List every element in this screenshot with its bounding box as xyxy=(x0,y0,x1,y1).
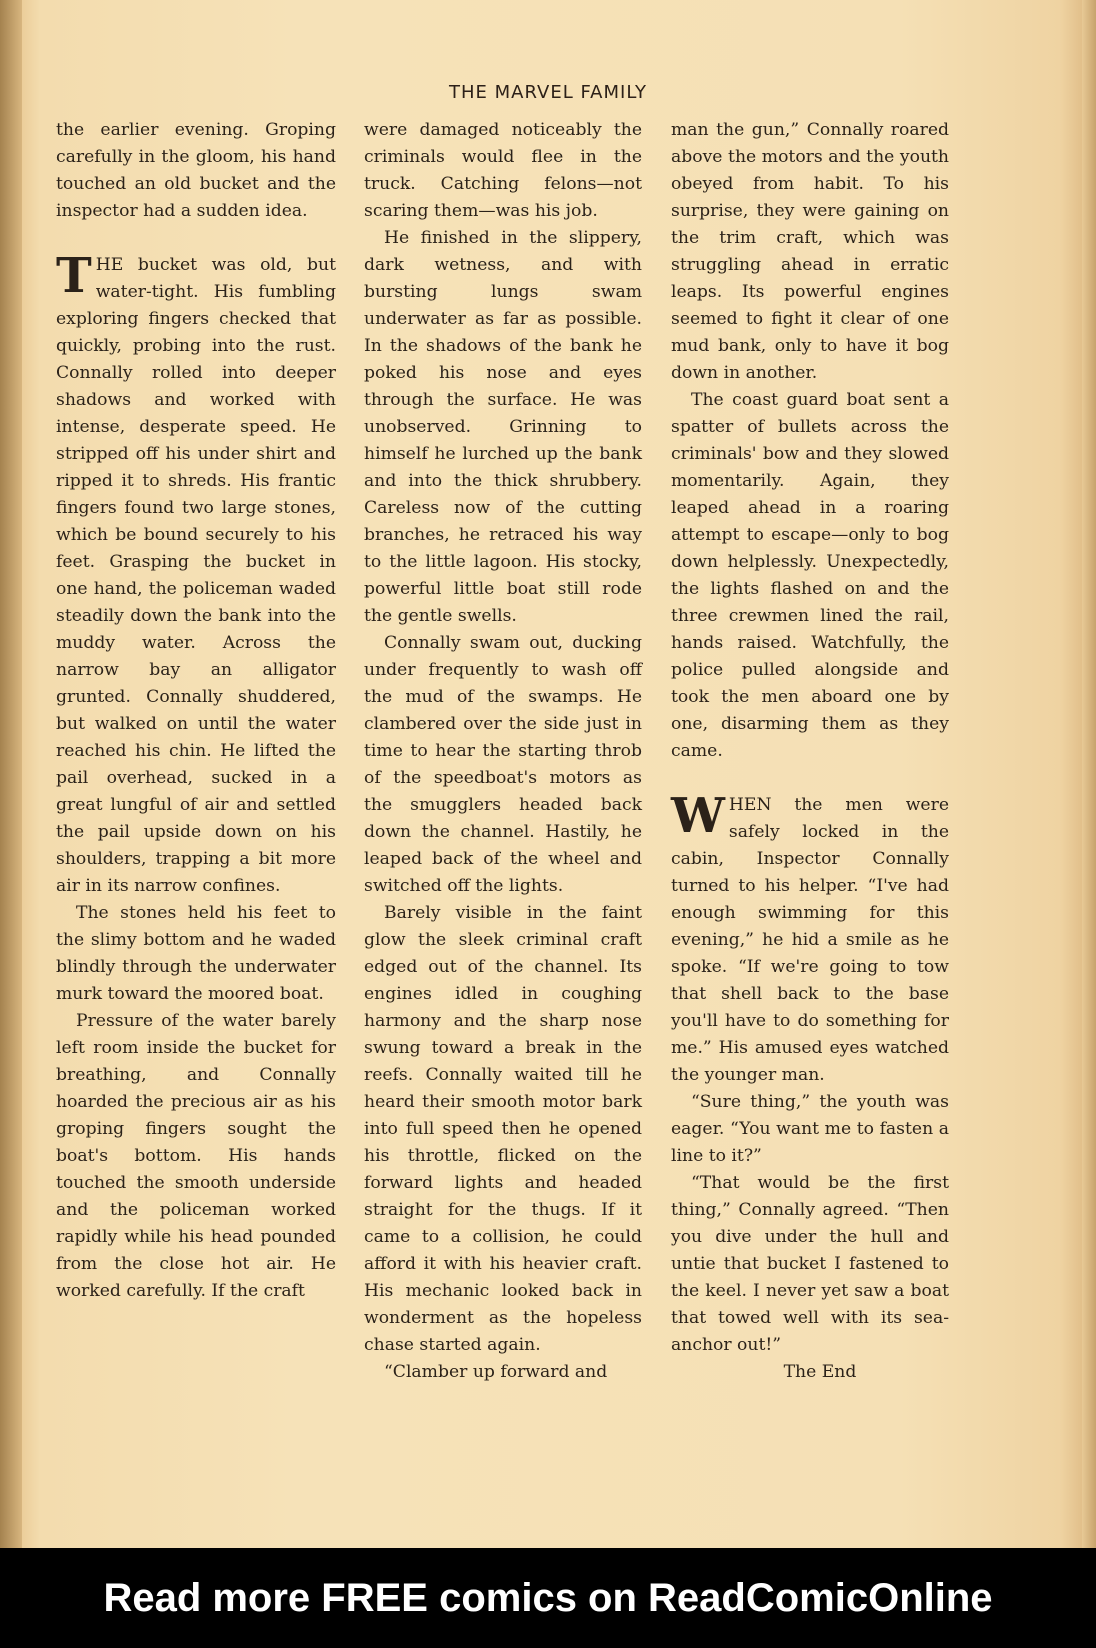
paragraph-dropcap xyxy=(671,788,949,1089)
paragraph: “Clamber up forward and xyxy=(384,1362,608,1382)
paragraph: “That would be the first thing,” Connally agreed. “Then you dive under the hull and untie that bucket I fastened to the keel. I never yet saw a boat that towed well with its sea-anchor out!” xyxy=(671,1173,949,1355)
text-column-3 xyxy=(671,117,949,1386)
paragraph: He finished in the slippery, dark wetness, and with bursting lungs swam underwater as far as possible. In the shadows of the bank he poked his nose and eyes through the surface. He was unobserved. Grinning to himself he lurched up the bank and into the thick shrubbery. Careless now of the cutting branches, he retraced his way to the little lagoon. His stocky, powerful little boat still rode the gentle swells. xyxy=(364,228,642,626)
the-end: The End xyxy=(783,1362,857,1382)
promo-banner[interactable]: Read more FREE comics on ReadComicOnline xyxy=(0,1548,1096,1648)
page-edge xyxy=(1082,0,1096,1548)
paragraph: Pressure of the water barely left room inside the bucket for breathing, and Connally hoarded the precious air as his groping fingers sought the boat's bottom. His hands touched the smooth underside and the policeman worked rapidly while his head pounded from the close hot air. He worked carefully. If the craft xyxy=(56,1011,336,1301)
paragraph: man the gun,” Connally roared above the motors and the youth obeyed from habit. To his surprise, they were gaining on the trim craft, which was struggling ahead in erratic leaps. Its powerful engines seemed to fight it clear of one mud bank, only to have it bog down in another. xyxy=(671,120,949,383)
drop-cap: T xyxy=(56,248,92,304)
paragraph: the earlier evening. Groping carefully in the gloom, his hand touched an old bucket and the inspector had a sudden idea. xyxy=(56,120,336,221)
text-column-1 xyxy=(56,117,336,1305)
paragraph: The stones held his feet to the slimy bottom and he waded blindly through the underwater murk toward the moored boat. xyxy=(56,903,336,1004)
running-header: THE MARVEL FAMILY xyxy=(449,82,647,103)
paragraph: were damaged noticeably the criminals would flee in the truck. Catching felons—not scaring them—was his job. xyxy=(364,120,642,221)
paragraph-dropcap xyxy=(56,248,336,900)
drop-cap: W xyxy=(671,788,725,844)
paragraph-text: HE bucket was old, but water-tight. His fumbling exploring fingers checked that quickly, probing into the rust. Connally rolled into deeper shadows and worked with intense, desperate speed. He stripped off his under shirt and ripped it to shreds. His frantic fingers found two large stones, which be bound securely to his feet. Grasping the bucket in one hand, the policeman waded steadily down the bank into the muddy water. Across the narrow bay an alligator grunted. Connally shuddered, but walked on until the water reached his chin. He lifted the pail overhead, sucked in a great lungful of air and settled the pail upside down on his shoulders, trapping a bit more air in its narrow confines. xyxy=(56,255,336,896)
paragraph: The coast guard boat sent a spatter of bullets across the criminals' bow and they slowed momentarily. Again, they leaped ahead in a roaring attempt to escape—only to bog down helplessly. Unexpectedly, the lights flashed on and the three crewmen lined the rail, hands raised. Watchfully, the police pulled alongside and took the men aboard one by one, disarming them as they came. xyxy=(671,390,949,761)
paragraph: “Sure thing,” the youth was eager. “You want me to fasten a line to it?” xyxy=(671,1092,949,1166)
paragraph: Connally swam out, ducking under frequently to wash off the mud of the swamps. He clambered over the side just in time to hear the starting throb of the speedboat's motors as the smugglers headed back down the channel. Hastily, he leaped back of the wheel and switched off the lights. xyxy=(364,633,642,896)
paragraph-text: HEN the men were safely locked in the cabin, Inspector Connally turned to his helper. “I've had enough swimming for this evening,” he hid a smile as he spoke. “If we're going to tow that shell back to the base you'll have to do something for me.” His amused eyes watched the younger man. xyxy=(671,795,949,1085)
page-spine xyxy=(0,0,22,1548)
text-column-2 xyxy=(364,117,642,1386)
paragraph: Barely visible in the faint glow the sleek criminal craft edged out of the channel. Its engines idled in coughing harmony and the sharp nose swung toward a break in the reefs. Connally waited till he heard their smooth motor bark into full speed then he opened his throttle, flicked on the forward lights and headed straight for the thugs. If it came to a collision, he could afford it with his heavier craft. His mechanic looked back in wonderment as the hopeless chase started again. xyxy=(364,903,642,1355)
